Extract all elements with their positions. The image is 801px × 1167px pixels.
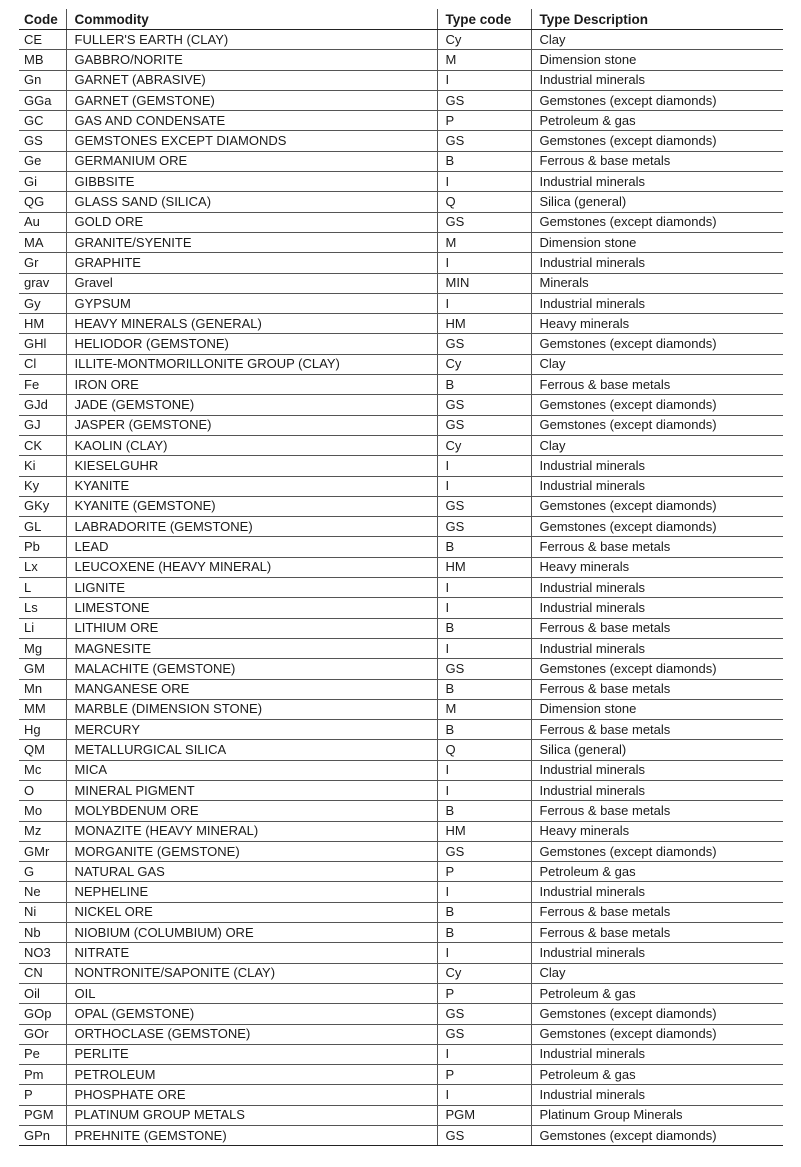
cell-code: Li [19,618,66,638]
cell-type-code: P [437,111,531,131]
table-row [19,963,783,983]
cell-commodity: KIESELGUHR [66,456,437,476]
cell-type-description: Industrial minerals [531,943,783,963]
cell-type-description: Dimension stone [531,699,783,719]
table-row [19,882,783,902]
cell-type-description: Platinum Group Minerals [531,1105,783,1125]
cell-type-description: Industrial minerals [531,476,783,496]
cell-commodity: GRAPHITE [66,253,437,273]
cell-type-code: HM [437,557,531,577]
cell-code: Hg [19,720,66,740]
cell-commodity: MOLYBDENUM ORE [66,801,437,821]
cell-type-description: Gemstones (except diamonds) [531,496,783,516]
cell-code: O [19,780,66,800]
cell-code: Au [19,212,66,232]
cell-type-code: I [437,638,531,658]
cell-type-code: I [437,172,531,192]
cell-type-code: I [437,780,531,800]
cell-commodity: PREHNITE (GEMSTONE) [66,1126,437,1146]
cell-type-code: B [437,801,531,821]
cell-commodity: GIBBSITE [66,172,437,192]
table-row [19,659,783,679]
cell-commodity: MICA [66,760,437,780]
cell-code: Fe [19,375,66,395]
table-row [19,862,783,882]
cell-type-code: HM [437,314,531,334]
cell-code: GHl [19,334,66,354]
cell-type-description: Industrial minerals [531,293,783,313]
cell-type-description: Petroleum & gas [531,111,783,131]
table-row [19,679,783,699]
cell-code: GPn [19,1126,66,1146]
cell-code: Gi [19,172,66,192]
cell-type-description: Silica (general) [531,740,783,760]
table-row [19,50,783,70]
cell-type-code: Cy [437,30,531,50]
cell-commodity: NITRATE [66,943,437,963]
cell-type-code: PGM [437,1105,531,1125]
cell-commodity: GYPSUM [66,293,437,313]
cell-code: GS [19,131,66,151]
cell-type-description: Ferrous & base metals [531,801,783,821]
cell-type-description: Industrial minerals [531,1044,783,1064]
cell-code: Mc [19,760,66,780]
table-body [19,30,783,1146]
cell-commodity: MORGANITE (GEMSTONE) [66,841,437,861]
cell-code: Gy [19,293,66,313]
table-row [19,435,783,455]
cell-code: GJd [19,395,66,415]
cell-type-description: Gemstones (except diamonds) [531,131,783,151]
cell-type-code: B [437,618,531,638]
cell-type-code: P [437,983,531,1003]
cell-commodity: MONAZITE (HEAVY MINERAL) [66,821,437,841]
cell-code: Ne [19,882,66,902]
table-row [19,902,783,922]
table-row [19,740,783,760]
header-commodity: Commodity [66,9,437,30]
cell-type-description: Industrial minerals [531,1085,783,1105]
cell-type-code: GS [437,496,531,516]
cell-type-code: B [437,902,531,922]
cell-type-code: GS [437,517,531,537]
cell-code: Ge [19,151,66,171]
table-row [19,1085,783,1105]
cell-code: Ls [19,598,66,618]
cell-commodity: OPAL (GEMSTONE) [66,1004,437,1024]
cell-commodity: IRON ORE [66,375,437,395]
table-row [19,598,783,618]
cell-code: QM [19,740,66,760]
commodity-table [19,9,783,1146]
header-row [19,9,783,30]
table-row [19,273,783,293]
cell-commodity: PHOSPHATE ORE [66,1085,437,1105]
cell-type-description: Petroleum & gas [531,983,783,1003]
cell-type-code: GS [437,415,531,435]
cell-commodity: GERMANIUM ORE [66,151,437,171]
cell-commodity: LIGNITE [66,578,437,598]
table-row [19,456,783,476]
cell-type-description: Dimension stone [531,50,783,70]
cell-commodity: MAGNESITE [66,638,437,658]
table-row [19,293,783,313]
cell-type-code: GS [437,841,531,861]
cell-type-code: B [437,151,531,171]
cell-code: QG [19,192,66,212]
cell-commodity: NONTRONITE/SAPONITE (CLAY) [66,963,437,983]
cell-type-code: I [437,943,531,963]
cell-code: GM [19,659,66,679]
table-row [19,476,783,496]
cell-type-code: GS [437,659,531,679]
cell-code: Pm [19,1065,66,1085]
table-row [19,578,783,598]
cell-commodity: KYANITE (GEMSTONE) [66,496,437,516]
table-row [19,821,783,841]
cell-type-code: M [437,232,531,252]
cell-type-code: I [437,578,531,598]
table-row [19,1065,783,1085]
table-row [19,375,783,395]
cell-commodity: PETROLEUM [66,1065,437,1085]
cell-type-description: Gemstones (except diamonds) [531,334,783,354]
cell-commodity: GRANITE/SYENITE [66,232,437,252]
cell-type-code: GS [437,1126,531,1146]
cell-code: Pe [19,1044,66,1064]
cell-type-description: Gemstones (except diamonds) [531,90,783,110]
cell-type-code: I [437,1044,531,1064]
cell-commodity: GAS AND CONDENSATE [66,111,437,131]
table-row [19,720,783,740]
cell-type-description: Industrial minerals [531,598,783,618]
cell-type-description: Ferrous & base metals [531,720,783,740]
table-row [19,131,783,151]
cell-type-description: Gemstones (except diamonds) [531,415,783,435]
cell-commodity: PERLITE [66,1044,437,1064]
cell-type-description: Clay [531,963,783,983]
cell-type-code: B [437,679,531,699]
cell-code: Gr [19,253,66,273]
cell-code: L [19,578,66,598]
cell-commodity: GOLD ORE [66,212,437,232]
cell-code: G [19,862,66,882]
cell-commodity: MERCURY [66,720,437,740]
cell-code: Lx [19,557,66,577]
cell-commodity: NIOBIUM (COLUMBIUM) ORE [66,923,437,943]
cell-code: Ni [19,902,66,922]
cell-type-code: I [437,760,531,780]
cell-commodity: GABBRO/NORITE [66,50,437,70]
cell-type-description: Petroleum & gas [531,1065,783,1085]
table-row [19,212,783,232]
cell-type-code: Q [437,740,531,760]
cell-code: Mg [19,638,66,658]
cell-type-code: Cy [437,435,531,455]
cell-type-description: Gemstones (except diamonds) [531,395,783,415]
cell-type-description: Ferrous & base metals [531,375,783,395]
cell-type-description: Gemstones (except diamonds) [531,1024,783,1044]
cell-type-description: Gemstones (except diamonds) [531,517,783,537]
table-row [19,801,783,821]
cell-commodity: LABRADORITE (GEMSTONE) [66,517,437,537]
cell-commodity: METALLURGICAL SILICA [66,740,437,760]
cell-type-description: Ferrous & base metals [531,537,783,557]
cell-commodity: HELIODOR (GEMSTONE) [66,334,437,354]
cell-code: GC [19,111,66,131]
cell-type-code: B [437,375,531,395]
cell-commodity: Gravel [66,273,437,293]
cell-code: Pb [19,537,66,557]
cell-code: PGM [19,1105,66,1125]
cell-commodity: OIL [66,983,437,1003]
table-row [19,90,783,110]
cell-code: MB [19,50,66,70]
cell-type-code: I [437,293,531,313]
cell-commodity: JADE (GEMSTONE) [66,395,437,415]
cell-code: CE [19,30,66,50]
cell-type-description: Ferrous & base metals [531,902,783,922]
cell-commodity: LEAD [66,537,437,557]
header-type-description: Type Description [531,9,783,30]
table-row [19,537,783,557]
cell-commodity: NATURAL GAS [66,862,437,882]
cell-type-code: GS [437,1004,531,1024]
cell-commodity: PLATINUM GROUP METALS [66,1105,437,1125]
cell-type-code: P [437,1065,531,1085]
cell-type-code: GS [437,131,531,151]
cell-type-code: Q [437,192,531,212]
cell-type-code: M [437,699,531,719]
cell-code: Ky [19,476,66,496]
cell-type-description: Gemstones (except diamonds) [531,1004,783,1024]
cell-commodity: LITHIUM ORE [66,618,437,638]
cell-type-description: Minerals [531,273,783,293]
cell-commodity: FULLER'S EARTH (CLAY) [66,30,437,50]
table-row [19,841,783,861]
cell-type-code: GS [437,90,531,110]
cell-type-description: Industrial minerals [531,578,783,598]
table-row [19,943,783,963]
table-row [19,618,783,638]
cell-code: Oil [19,983,66,1003]
cell-type-code: GS [437,1024,531,1044]
header-type-code: Type code [437,9,531,30]
table-row [19,354,783,374]
cell-type-description: Industrial minerals [531,172,783,192]
cell-code: GJ [19,415,66,435]
cell-type-description: Heavy minerals [531,314,783,334]
table-row [19,1126,783,1146]
cell-type-code: I [437,253,531,273]
table-row [19,172,783,192]
table-row [19,151,783,171]
table-row [19,314,783,334]
cell-code: MA [19,232,66,252]
cell-code: GOr [19,1024,66,1044]
cell-commodity: MANGANESE ORE [66,679,437,699]
cell-type-code: B [437,537,531,557]
cell-commodity: KAOLIN (CLAY) [66,435,437,455]
table-row [19,496,783,516]
cell-type-code: B [437,720,531,740]
cell-type-code: I [437,882,531,902]
cell-type-description: Heavy minerals [531,557,783,577]
table-row [19,923,783,943]
cell-commodity: LEUCOXENE (HEAVY MINERAL) [66,557,437,577]
cell-type-code: I [437,456,531,476]
table-row [19,1044,783,1064]
cell-commodity: ILLITE-MONTMORILLONITE GROUP (CLAY) [66,354,437,374]
cell-type-code: GS [437,395,531,415]
table-row [19,699,783,719]
cell-type-description: Ferrous & base metals [531,618,783,638]
cell-type-code: I [437,70,531,90]
cell-type-description: Gemstones (except diamonds) [531,1126,783,1146]
cell-commodity: KYANITE [66,476,437,496]
cell-type-code: MIN [437,273,531,293]
table-row [19,983,783,1003]
table-row [19,30,783,50]
cell-type-code: I [437,476,531,496]
cell-code: GOp [19,1004,66,1024]
cell-type-code: B [437,923,531,943]
cell-commodity: GARNET (GEMSTONE) [66,90,437,110]
cell-code: Ki [19,456,66,476]
cell-type-description: Industrial minerals [531,638,783,658]
table-header [19,9,783,30]
cell-type-code: GS [437,334,531,354]
cell-code: grav [19,273,66,293]
cell-code: GGa [19,90,66,110]
cell-type-code: I [437,598,531,618]
cell-commodity: ORTHOCLASE (GEMSTONE) [66,1024,437,1044]
cell-type-description: Gemstones (except diamonds) [531,841,783,861]
table-row [19,760,783,780]
cell-commodity: JASPER (GEMSTONE) [66,415,437,435]
table-row [19,415,783,435]
table-row [19,334,783,354]
cell-type-description: Industrial minerals [531,253,783,273]
cell-type-description: Clay [531,30,783,50]
header-code: Code [19,9,66,30]
cell-commodity: LIMESTONE [66,598,437,618]
table-row [19,232,783,252]
cell-type-code: I [437,1085,531,1105]
table-row [19,638,783,658]
cell-commodity: MINERAL PIGMENT [66,780,437,800]
cell-commodity: GEMSTONES EXCEPT DIAMONDS [66,131,437,151]
cell-code: CN [19,963,66,983]
cell-code: MM [19,699,66,719]
cell-code: NO3 [19,943,66,963]
cell-commodity: NEPHELINE [66,882,437,902]
table-row [19,70,783,90]
cell-type-code: Cy [437,354,531,374]
cell-type-code: HM [437,821,531,841]
cell-type-code: P [437,862,531,882]
cell-code: Cl [19,354,66,374]
cell-type-description: Clay [531,435,783,455]
cell-type-description: Clay [531,354,783,374]
cell-type-description: Ferrous & base metals [531,923,783,943]
cell-type-description: Industrial minerals [531,780,783,800]
cell-type-description: Ferrous & base metals [531,151,783,171]
cell-type-description: Industrial minerals [531,882,783,902]
table-row [19,1105,783,1125]
cell-code: GMr [19,841,66,861]
cell-code: CK [19,435,66,455]
cell-type-description: Petroleum & gas [531,862,783,882]
table-row [19,1004,783,1024]
cell-code: Mo [19,801,66,821]
cell-type-description: Gemstones (except diamonds) [531,212,783,232]
cell-commodity: HEAVY MINERALS (GENERAL) [66,314,437,334]
table-row [19,780,783,800]
table-row [19,192,783,212]
cell-type-description: Industrial minerals [531,456,783,476]
table-row [19,253,783,273]
cell-commodity: MALACHITE (GEMSTONE) [66,659,437,679]
cell-code: Gn [19,70,66,90]
table-row [19,395,783,415]
cell-code: HM [19,314,66,334]
cell-code: Nb [19,923,66,943]
cell-type-code: Cy [437,963,531,983]
table-row [19,517,783,537]
table-row [19,111,783,131]
cell-code: Mz [19,821,66,841]
cell-type-description: Gemstones (except diamonds) [531,659,783,679]
cell-type-description: Industrial minerals [531,760,783,780]
cell-type-description: Dimension stone [531,232,783,252]
cell-commodity: MARBLE (DIMENSION STONE) [66,699,437,719]
cell-type-code: GS [437,212,531,232]
cell-type-description: Silica (general) [531,192,783,212]
cell-code: P [19,1085,66,1105]
cell-commodity: GARNET (ABRASIVE) [66,70,437,90]
cell-type-description: Heavy minerals [531,821,783,841]
cell-commodity: GLASS SAND (SILICA) [66,192,437,212]
cell-code: GKy [19,496,66,516]
cell-commodity: NICKEL ORE [66,902,437,922]
cell-type-description: Ferrous & base metals [531,679,783,699]
table-row [19,1024,783,1044]
cell-code: Mn [19,679,66,699]
cell-type-code: M [437,50,531,70]
cell-type-description: Industrial minerals [531,70,783,90]
table-row [19,557,783,577]
cell-code: GL [19,517,66,537]
